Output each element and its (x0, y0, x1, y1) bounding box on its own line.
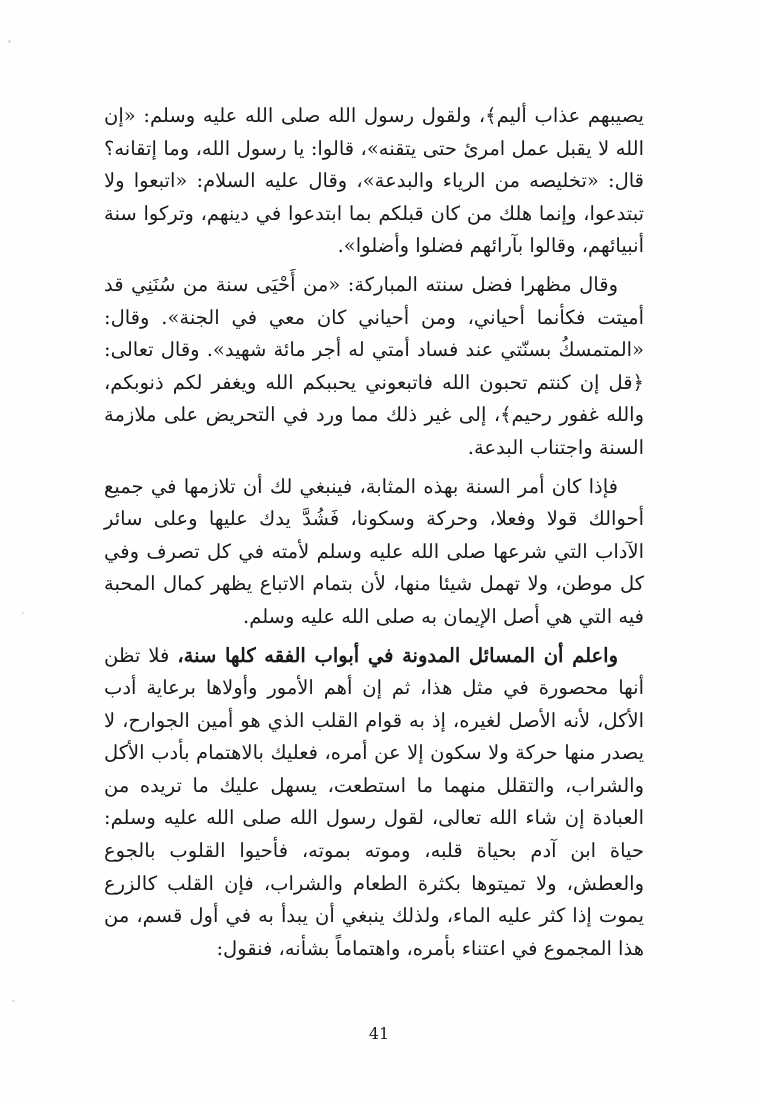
paragraph-2 (104, 269, 644, 465)
scan-speck (12, 1000, 15, 1002)
paragraph-1-text: يصيبهم عذاب أليم﴾، ولقول رسول الله صلى الله عليه وسلم: «إن الله لا يقبل عمل امرئ حتى يتقنه»، قالوا: يا رسول الله، وما إتقانه؟ قال: «تخليصه من الرياء والبدعة»، وقال عليه السلام: «اتبعوا ولا تبتدعوا، وإنما هلك من كان قبلكم بما ابتدعوا في دينهم، وتركوا سنة أنبيائهم، وقالوا بآرائهم فضلوا وأضلوا». (104, 104, 644, 258)
paragraph-1 (104, 100, 644, 263)
paragraph-4 (104, 640, 644, 966)
paragraph-2-text: وقال مظهرا فضل سنته المباركة: «من أَحْيَى سنة من سُنَنِي قد أميتت فكأنما أحياني، ومن أحياني كان معي في الجنة». وقال: «المتمسكُ بسنّتي عند فساد أمتي له أجر مائة شهيد». وقال تعالى: ﴿قل إن كنتم تحبون الله فاتبعوني يحببكم الله ويغفر لكم ذنوبكم، والله غفور رحيم﴾، إلى غير ذلك مما ورد في التحريض على ملازمة السنة واجتناب البدعة. (104, 272, 644, 459)
page-number: 41 (368, 1024, 390, 1043)
paragraph-4-text: فلا تظن أنها محصورة في مثل هذا، ثم إن أهم الأمور وأولاها برعاية أدب الأكل، لأنه الأصل لغيره، إذ به قوام القلب الذي هو أمين الجوارح، لا يصدر منها حركة ولا سكون إلا عن أمره، فعليك بالاهتمام بأدب الأكل والشراب، والتقلل منهما ما استطعت، يسهل عليك ما تريده من العبادة إن شاء الله تعالى، لقول رسول الله صلى الله عليه وسلم: حياة ابن آدم بحياة قلبه، وموته بموته، فأحيوا القلوب بالجوع والعطش، ولا تميتوها بكثرة الطعام والشراب، فإن القلب كالزرع يموت إذا كثر عليه الماء، ولذلك ينبغي أن يبدأ به في أول قسم، من هذا المجموع في اعتناء بأمره، واهتماماً بشأنه، فنقول: (104, 643, 644, 960)
paragraph-3 (104, 471, 644, 634)
scan-speck (22, 612, 24, 614)
scan-speck (8, 40, 11, 43)
body-text (104, 100, 644, 971)
paragraph-4-lead: واعلم أن المسائل المدونة في أبواب الفقه كلها سنة، (177, 643, 619, 667)
paragraph-3-text: فإذا كان أمر السنة بهذه المثابة، فينبغي لك أن تلازمها في جميع أحوالك قولا وفعلا، وحركة وسكونا، فَشُدَّ يدك عليها وعلى سائر الآداب التي شرعها صلى الله عليه وسلم لأمته في كل تصرف وفي كل موطن، ولا تهمل شيئا منها، لأن بتمام الاتباع يظهر كمال المحبة فيه التي هي أصل الإيمان به صلى الله عليه وسلم. (104, 474, 644, 628)
